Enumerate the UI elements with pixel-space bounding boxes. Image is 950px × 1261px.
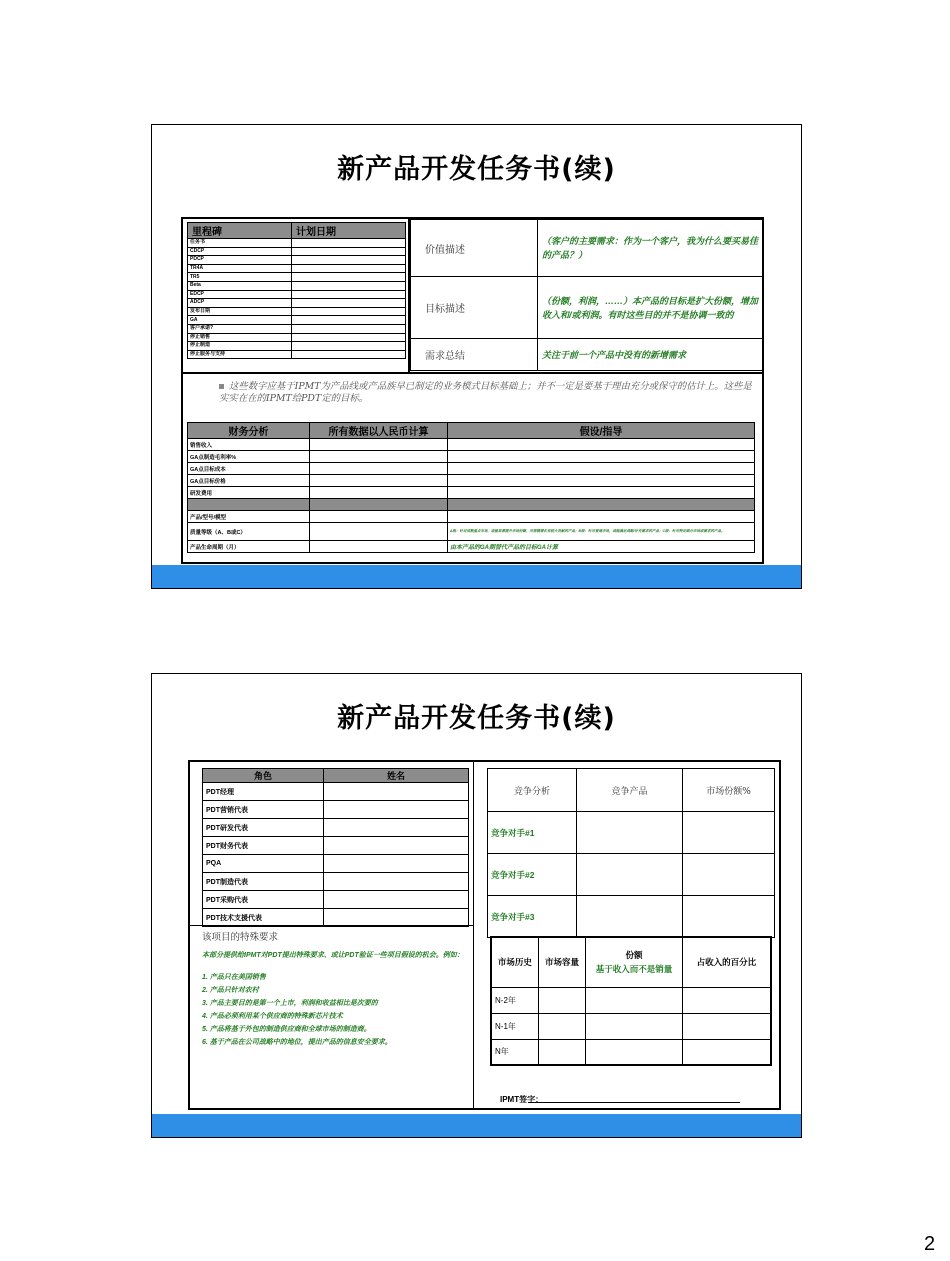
role-header: 角色 (203, 769, 324, 783)
date-cell (292, 342, 406, 351)
finance-table (187, 422, 755, 553)
market-share-header: 市场份额% (683, 769, 775, 812)
table-row (188, 439, 755, 451)
date-cell (292, 239, 406, 248)
assumption-header: 假设/指导 (448, 423, 755, 439)
bullet-icon (219, 384, 224, 389)
table-row (188, 475, 755, 487)
date-cell (292, 324, 406, 333)
finance-header: 财务分析 (188, 423, 310, 439)
divider (473, 762, 474, 1108)
special-list (202, 971, 470, 1049)
list-item: 5. 产品将基于外包的制造供应商和全球市场的制造商。 (202, 1026, 371, 1033)
table-row (491, 937, 771, 987)
rmb-header: 所有数据以人民币计算 (310, 423, 448, 439)
date-cell (292, 316, 406, 325)
slide-title: 新产品开发任务书(续) (337, 154, 616, 185)
table-row (491, 987, 771, 1013)
role-label: PDT技术支援代表 (203, 909, 324, 927)
date-cell (292, 307, 406, 316)
date-cell (292, 247, 406, 256)
slide-1 (151, 124, 802, 589)
table-row (188, 273, 406, 282)
table-row (188, 256, 406, 265)
finance-label: GA点制造毛利率% (188, 451, 310, 463)
date-cell (292, 281, 406, 290)
table-row (411, 277, 764, 339)
market-history-header: 市场历史 (491, 937, 538, 987)
milestone-header: 里程碑 (188, 223, 292, 239)
table-row (188, 463, 755, 475)
date-cell (292, 290, 406, 299)
table-row (188, 290, 406, 299)
table-row (188, 299, 406, 308)
table-row (188, 541, 755, 553)
note-text (219, 381, 759, 405)
table-row (411, 220, 764, 277)
milestone-label: ADCP (188, 299, 292, 308)
role-label: PDT制造代表 (203, 873, 324, 891)
competition-header: 竞争分析 (488, 769, 577, 812)
note-body: 这些数字应基于IPMT为产品线或产品族早已制定的业务模式目标基础上；并不一定是要基于理由充分或保守的估计上。这些是实实在在的IPMT给PDT定的目标。 (219, 381, 752, 404)
finance-label: 产品/型号/模型 (188, 511, 310, 523)
list-item: 2. 产品只针对农村 (202, 987, 259, 994)
value-desc-label: 价值描述 (411, 220, 538, 277)
role-label: PDT财务代表 (203, 837, 324, 855)
table-row (203, 837, 469, 855)
milestone-label: EDCP (188, 290, 292, 299)
table-row (188, 316, 406, 325)
table-row (203, 873, 469, 891)
table-row (491, 1013, 771, 1039)
req-summary-text: 关注于前一个产品中没有的新增需求 (538, 339, 764, 371)
finance-label: 研发费用 (188, 487, 310, 499)
role-label: PDT经理 (203, 783, 324, 801)
role-label: PDT营销代表 (203, 801, 324, 819)
date-cell (292, 333, 406, 342)
name-header: 姓名 (324, 769, 469, 783)
milestone-label: 任务书 (188, 239, 292, 248)
date-cell (292, 273, 406, 282)
milestone-label: 客户承诺? (188, 324, 292, 333)
role-label: PDT研发代表 (203, 819, 324, 837)
competitor-label: 竞争对手#3 (488, 896, 577, 938)
special-intro: 本部分提供给IPMT对PDT提出特殊要求、或让PDT验证一些项目假设的机会。例如： (202, 952, 464, 959)
signature-line (528, 1102, 740, 1103)
table-row (188, 499, 755, 511)
table-row (188, 264, 406, 273)
table-row (188, 511, 755, 523)
share-header (586, 937, 683, 987)
milestone-label: TR4A (188, 264, 292, 273)
lifecycle-note: 由本产品的GA期替代产品的目标GA计算 (448, 541, 755, 553)
role-label: PDT采购代表 (203, 891, 324, 909)
table-row (203, 801, 469, 819)
list-item: 6. 基于产品在公司战略中的地位，提出产品的信息安全要求。 (202, 1039, 392, 1046)
date-cell (292, 264, 406, 273)
divider (190, 925, 473, 926)
date-cell (292, 350, 406, 359)
page-number: 2 (924, 1233, 936, 1255)
finance-label: 销售收入 (188, 439, 310, 451)
target-desc-text: （份额，利润，……）本产品的目标是扩大份额，增加收入和/或利润。有时这些目的并不是协调一致的 (538, 277, 764, 339)
list-item: 1. 产品只在美国销售 (202, 974, 266, 981)
special-title: 该项目的特殊要求 (202, 932, 279, 943)
finance-label: GA点目标价格 (188, 475, 310, 487)
milestone-label: PDCP (188, 256, 292, 265)
table-row (188, 307, 406, 316)
milestone-label: Beta (188, 281, 292, 290)
table-row (488, 812, 775, 854)
table-row (188, 350, 406, 359)
year-label: N年 (491, 1039, 538, 1065)
table-row (488, 896, 775, 938)
competitor-label: 竞争对手#2 (488, 854, 577, 896)
table-row (188, 247, 406, 256)
table-row (203, 891, 469, 909)
target-desc-label: 目标描述 (411, 277, 538, 339)
value-desc-text: （客户的主要需求：作为一个客户，我为什么要买易佳的产品？） (538, 220, 764, 277)
table-row (188, 342, 406, 351)
table-row (188, 239, 406, 248)
milestone-label: 停止制造 (188, 342, 292, 351)
date-cell (292, 256, 406, 265)
milestone-label: 发布日期 (188, 307, 292, 316)
share-title: 份额 (625, 950, 643, 961)
footer-bar (152, 565, 801, 588)
plan-date-header: 计划日期 (292, 223, 406, 239)
table-row (188, 487, 755, 499)
market-share-table (490, 936, 772, 1066)
special-requirements (202, 929, 470, 1049)
table-row (188, 523, 755, 541)
milestone-label: GA (188, 316, 292, 325)
date-cell (292, 299, 406, 308)
divider (183, 372, 762, 374)
charter-box (188, 760, 781, 1110)
market-capacity-header: 市场容量 (538, 937, 585, 987)
list-item: 3. 产品主要目的是第一个上市，利润和收益相比是次要的 (202, 1000, 378, 1007)
footer-bar (152, 1114, 801, 1137)
milestone-table (187, 222, 406, 359)
year-label: N-1年 (491, 1013, 538, 1039)
competition-table (487, 768, 775, 938)
description-table (410, 219, 764, 371)
milestone-label: CDCP (188, 247, 292, 256)
ipmt-sign-label: IPMT签字： (500, 1095, 544, 1104)
milestone-label: TR5 (188, 273, 292, 282)
slide-title: 新产品开发任务书(续) (337, 703, 616, 734)
quality-note: A级：针对成熟重点市场，或能显著提升市场份额，对规模增长有较大贡献的产品；B级：针对普通市场，或能满足战略/补充需求的产品；C级：针对特定细分市场或需求的产品。 (448, 523, 755, 541)
table-row (491, 1039, 771, 1065)
table-row (203, 855, 469, 873)
charter-box (181, 217, 764, 564)
competitor-product-header: 竞争产品 (577, 769, 683, 812)
milestone-label: 停止销售 (188, 333, 292, 342)
year-label: N-2年 (491, 987, 538, 1013)
table-row (203, 909, 469, 927)
table-row (188, 281, 406, 290)
finance-label: 产品生命周期（月） (188, 541, 310, 553)
slide-2 (151, 673, 802, 1138)
finance-label: GA点目标成本 (188, 463, 310, 475)
finance-label: 质量等级（A、B或C） (188, 523, 310, 541)
revenue-percent-header: 占收入的百分比 (682, 937, 771, 987)
table-row (203, 819, 469, 837)
table-row (188, 324, 406, 333)
req-summary-label: 需求总结 (411, 339, 538, 371)
table-row (488, 854, 775, 896)
competitor-label: 竞争对手#1 (488, 812, 577, 854)
table-row (188, 333, 406, 342)
table-row (488, 769, 775, 812)
table-row (203, 783, 469, 801)
list-item: 4. 产品必须利用某个供应商的特殊新芯片技术 (202, 1013, 343, 1020)
roles-table (202, 768, 469, 927)
share-subtitle: 基于收入而不是销量 (595, 964, 673, 975)
table-row (188, 451, 755, 463)
table-row (411, 339, 764, 371)
role-label: PQA (203, 855, 324, 873)
milestone-label: 停止服务与支持 (188, 350, 292, 359)
